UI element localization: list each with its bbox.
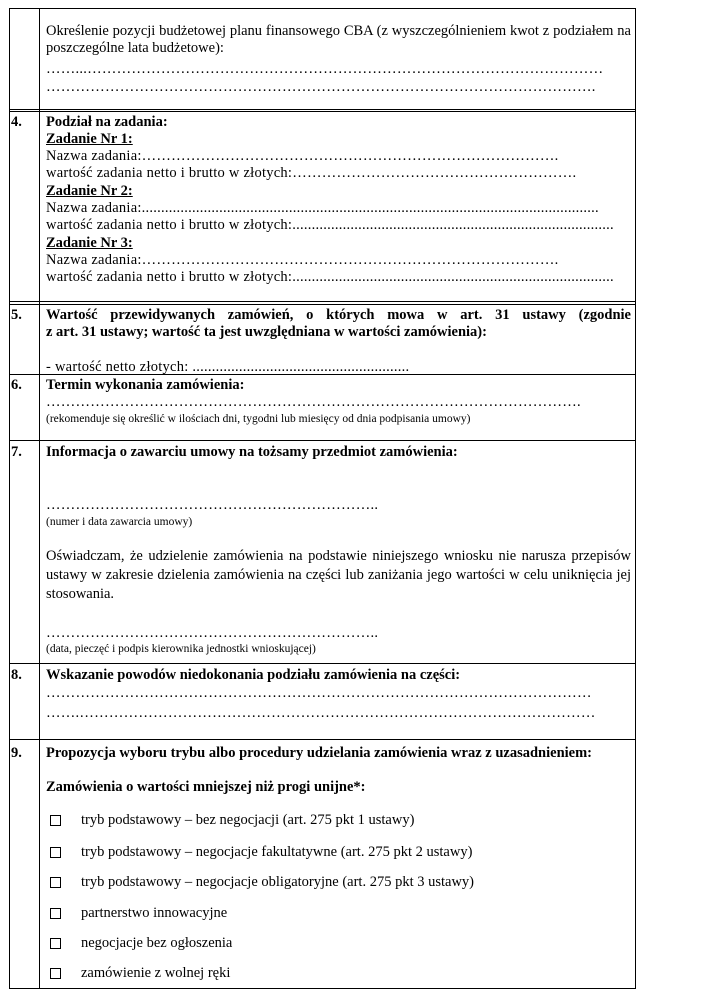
net-value-field[interactable]: - wartość netto złotych: ........................................................	[46, 359, 410, 375]
table-top-border	[9, 8, 636, 9]
procedure-option-label: zamówienie z wolnej ręki	[81, 965, 231, 981]
task-1-name-field[interactable]: Nazwa zadania:………………………………………………………………………….	[46, 148, 559, 164]
procedure-option-label: partnerstwo innowacyjne	[81, 905, 228, 921]
row-number: 8.	[11, 667, 22, 683]
budget-position-text: Określenie pozycji budżetowej planu finansowego CBA (z wyszczególnieniem kwot z podziałem na poszczególne lata budżetowe):	[46, 23, 631, 57]
row-number: 7.	[11, 444, 22, 460]
procedure-option-label: tryb podstawowy – negocjacje fakultatywne (art. 275 pkt 2 ustawy)	[81, 844, 473, 860]
task-1-heading: Zadanie Nr 1:	[46, 131, 133, 147]
task-split-title: Podział na zadania:	[46, 114, 168, 130]
checkbox[interactable]	[50, 938, 61, 949]
row-number: 6.	[11, 377, 22, 393]
procedure-option[interactable]	[46, 965, 230, 982]
checkbox[interactable]	[50, 908, 61, 919]
task-2-name-field[interactable]: Nazwa zadania:......................................................................................................................	[46, 200, 599, 216]
checkbox[interactable]	[50, 815, 61, 826]
procedure-option[interactable]	[46, 844, 472, 861]
row-divider	[9, 109, 636, 110]
budget-dots-line: ……...……………………………………………………………………………………………	[46, 61, 604, 77]
procedure-option[interactable]	[46, 874, 474, 891]
row-divider	[9, 111, 636, 112]
checkbox[interactable]	[50, 968, 61, 979]
planned-orders-title: Wartość przewidywanych zamówień, o których mowa w art. 31 ustawy (zgodnie	[46, 307, 631, 323]
row-number: 5.	[11, 307, 22, 323]
row-number: 4.	[11, 114, 22, 130]
deadline-hint: (rekomenduje się określić w ilościach dni, tygodni lub miesięcy od dnia podpisania umowy)	[46, 413, 471, 425]
procedure-option-label: negocjacje bez ogłoszenia	[81, 935, 233, 951]
no-split-reason-field[interactable]: …………………………………………………………………………………………………	[46, 685, 592, 701]
form-table	[9, 8, 636, 989]
row-number: 9.	[11, 745, 22, 761]
task-3-value-field[interactable]: wartość zadania netto i brutto w złotych:...................................................................................	[46, 269, 614, 285]
procedure-option[interactable]	[46, 905, 227, 922]
table-left-border	[9, 8, 10, 989]
deadline-title: Termin wykonania zamówienia:	[46, 377, 245, 393]
table-bottom-border	[9, 988, 636, 989]
row-divider	[9, 301, 636, 302]
declaration-statement: Oświadczam, że udzielenie zamówienia na podstawie niniejszego wniosku nie narusza przepisów ustawy w zakresie dzielenia zamówienia na części lub zaniżania jego wartości w celu uniknięcia jej stosowania.	[46, 548, 631, 602]
no-split-reason-field[interactable]: …….……………………………………………………………………………………………	[46, 705, 596, 721]
row-divider	[9, 440, 636, 441]
no-split-reason-title: Wskazanie powodów niedokonania podziału zamówienia na części:	[46, 667, 461, 683]
deadline-field[interactable]: ……………………………………………………………………………………………….	[46, 394, 581, 410]
contract-number-hint: (numer i data zawarcia umowy)	[46, 516, 193, 528]
procedure-subtitle: Zamówienia o wartości mniejszej niż progi unijne*:	[46, 779, 366, 795]
planned-orders-title-cont: z art. 31 ustawy; wartość ta jest uwzględniana w wartości zamówienia):	[46, 324, 487, 340]
row-divider	[9, 663, 636, 664]
task-1-value-field[interactable]: wartość zadania netto i brutto w złotych:………………………………………………….	[46, 165, 577, 181]
task-2-heading: Zadanie Nr 2:	[46, 183, 133, 199]
procedure-title: Propozycja wyboru trybu albo procedury udzielania zamówienia wraz z uzasadnieniem:	[46, 745, 593, 761]
task-3-heading: Zadanie Nr 3:	[46, 235, 133, 251]
column-divider	[39, 8, 40, 989]
signature-hint: (data, pieczęć i podpis kierownika jednostki wnioskującej)	[46, 643, 316, 655]
contract-info-title: Informacja o zawarciu umowy na tożsamy przedmiot zamówienia:	[46, 444, 458, 460]
row-divider	[9, 739, 636, 740]
row-divider	[9, 304, 636, 305]
checkbox[interactable]	[50, 847, 61, 858]
contract-number-field[interactable]: …………………………………………………………..	[46, 497, 379, 513]
signature-field[interactable]: …………………………………………………………..	[46, 625, 379, 641]
budget-dots-line: ………………………………………………………………………………………………….	[46, 79, 596, 95]
checkbox[interactable]	[50, 877, 61, 888]
procedure-option-label: tryb podstawowy – bez negocjacji (art. 275 pkt 1 ustawy)	[81, 812, 415, 828]
procedure-option-label: tryb podstawowy – negocjacje obligatoryjne (art. 275 pkt 3 ustawy)	[81, 874, 475, 890]
table-right-border	[635, 8, 636, 989]
procedure-option[interactable]	[46, 935, 232, 952]
procedure-option[interactable]	[46, 812, 414, 829]
task-3-name-field[interactable]: Nazwa zadania:………………………………………………………………………….	[46, 252, 559, 268]
task-2-value-field[interactable]: wartość zadania netto i brutto w złotych:...................................................................................	[46, 217, 614, 233]
